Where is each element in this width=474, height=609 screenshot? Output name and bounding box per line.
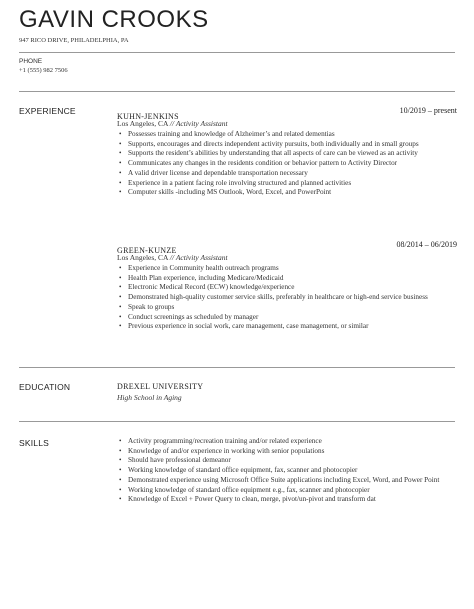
list-item: • Experience in a patient facing role involving structured and planned activities — [128, 179, 457, 189]
list-item: • Communicates any changes in the residents condition or behavior pattern to Activity Director — [128, 159, 457, 169]
list-item: • Supports, encourages and directs independent activity pursuits, both individually and in small groups — [128, 140, 457, 150]
school-name: DREXEL UNIVERSITY — [117, 382, 204, 391]
experience-section-label: EXPERIENCE — [19, 106, 76, 116]
job-entry-2 — [117, 240, 457, 332]
list-item: • Demonstrated experience using Microsoft Office Suite applications including Excel, Word, and Power Point — [128, 476, 457, 486]
list-item: • A valid driver license and dependable transportation necessary — [128, 169, 457, 179]
education-divider — [19, 421, 455, 422]
job-separator: // — [169, 253, 176, 262]
education-section-label: EDUCATION — [19, 382, 71, 392]
list-item: • Working knowledge of standard office equipment e.g., fax, scanner and photocopier — [128, 486, 457, 496]
list-item: • Working knowledge of standard office equipment, fax, scanner and photocopier — [128, 466, 457, 476]
list-item: • Knowledge of Excel + Power Query to clean, merge, pivot/un-pivot and transform dat — [128, 495, 457, 505]
skills-list — [117, 437, 457, 505]
header-divider — [19, 52, 455, 53]
job-location: Los Angeles, CA — [117, 253, 169, 262]
job-dates: 10/2019 – present — [399, 106, 457, 115]
list-item: • Experience in Community health outreach programs — [128, 264, 457, 274]
skills-entry — [117, 437, 457, 505]
job-company: GREEN-KUNZE — [117, 246, 177, 255]
contact-divider — [19, 91, 455, 92]
job-location: Los Angeles, CA — [117, 119, 169, 128]
list-item: • Conduct screenings as scheduled by manager — [128, 313, 457, 323]
candidate-address: 947 RICO DRIVE, PHILADELPHIA, PA — [19, 37, 129, 44]
list-item: • Demonstrated high-quality customer service skills, preferably in healthcare or high-end service business — [128, 293, 457, 303]
job-title: Activity Assistant — [175, 253, 228, 262]
skills-section-label: SKILLS — [19, 438, 50, 448]
phone-value: +1 (555) 982 7506 — [19, 67, 68, 74]
job-bullets — [117, 130, 457, 198]
list-item: • Should have professional demeanor — [128, 456, 457, 466]
experience-divider — [19, 367, 455, 368]
list-item: • Activity programming/recreation training and/or related experience — [128, 437, 457, 447]
list-item: • Speak to groups — [128, 303, 457, 313]
phone-label: PHONE — [19, 58, 43, 65]
list-item: • Possesses training and knowledge of Alzheimer’s and related dementias — [128, 130, 457, 140]
education-entry — [117, 382, 457, 402]
list-item: • Health Plan experience, including Medicare/Medicaid — [128, 274, 457, 284]
list-item: • Computer skills -including MS Outlook, Word, Excel, and PowerPoint — [128, 188, 457, 198]
job-entry-1 — [117, 106, 457, 198]
list-item: • Previous experience in social work, care management, case management, or similar — [128, 322, 457, 332]
job-company: KUHN-JENKINS — [117, 112, 179, 121]
list-item: • Knowledge of and/or experience in working with senior populations — [128, 447, 457, 457]
job-title: Activity Assistant — [175, 119, 228, 128]
job-separator: // — [169, 119, 176, 128]
job-bullets — [117, 264, 457, 332]
candidate-name: GAVIN CROOKS — [19, 6, 209, 33]
list-item: • Supports the resident’s abilities by understanding that all aspects of care can be viewed as an activity — [128, 149, 457, 159]
degree-name: High School in Aging — [117, 393, 182, 402]
job-dates: 08/2014 – 06/2019 — [396, 240, 457, 249]
list-item: • Electronic Medical Record (ECW) knowledge/experience — [128, 283, 457, 293]
